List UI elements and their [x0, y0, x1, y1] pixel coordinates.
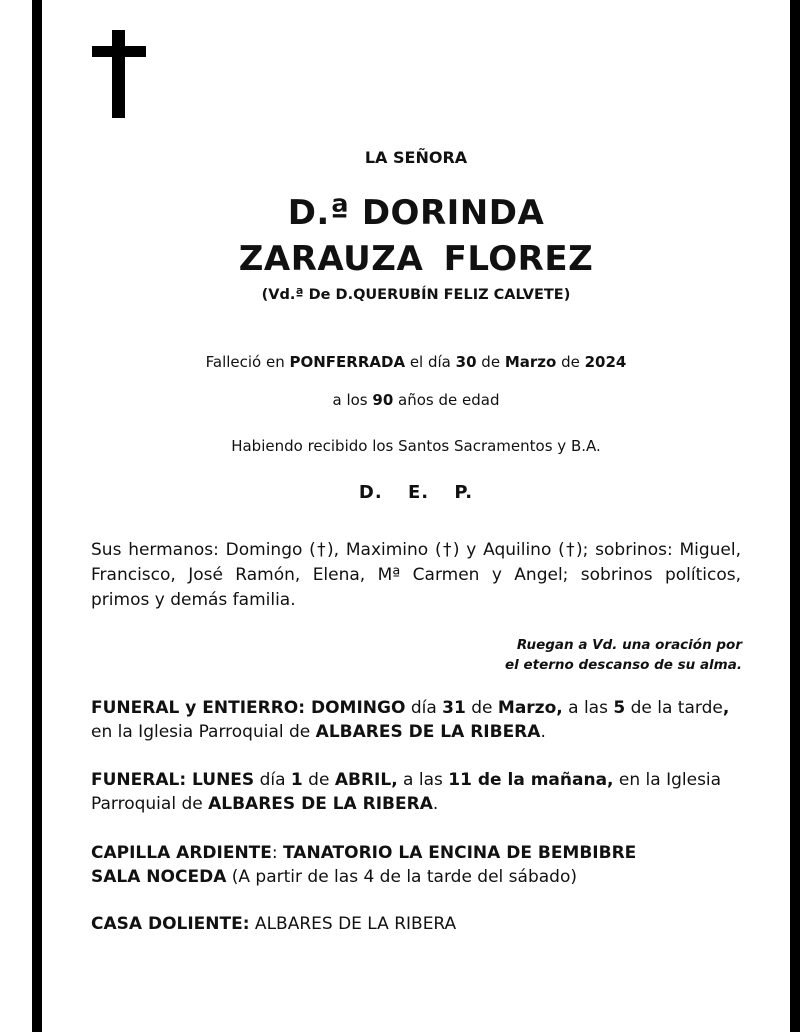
prayer-note: Ruegan a Vd. una oración por el eterno descanso de su alma. — [505, 637, 742, 673]
widow-of: (Vd.ª De D.QUERUBÍN FELIZ CALVETE) — [261, 287, 571, 303]
sacraments-line: Habiendo recibido los Santos Sacramentos y B.A. — [231, 437, 601, 455]
house-section: CASA DOLIENTE: ALBARES DE LA RIBERA — [91, 914, 457, 934]
death-line: Falleció en PONFERRADA el día 30 de Marzo de 2024 — [205, 353, 627, 371]
death-place: PONFERRADA — [289, 353, 406, 371]
death-year: 2024 — [584, 353, 627, 371]
title-label: LA SEÑORA — [364, 148, 468, 167]
death-day: 30 — [455, 353, 477, 371]
deceased-name-line1: D.ª DORINDA — [287, 193, 545, 233]
deceased-name-line2: ZARAUZA FLOREZ — [238, 239, 594, 279]
age-value: 90 — [372, 391, 394, 409]
right-border-bar — [790, 0, 800, 1032]
dep-line: D. E. P. — [358, 482, 474, 503]
chapel-section: CAPILLA ARDIENTE: TANATORIO LA ENCINA DE BEMBIBRE SALA NOCEDA (A partir de las 4 de la tarde del sábado) — [91, 843, 637, 887]
death-month: Marzo — [504, 353, 557, 371]
cross-icon — [92, 30, 146, 118]
funeral-section: FUNERAL: LUNES día 1 de ABRIL, a las 11 de la mañana, en la Iglesia Parroquial de ALBARES DE LA RIBERA. — [91, 770, 722, 814]
age-line: a los 90 años de edad — [332, 391, 500, 409]
funeral-burial-section: FUNERAL y ENTIERRO: DOMINGO día 31 de Marzo, a las 5 de la tarde, en la Iglesia Parroquial de ALBARES DE LA RIBERA. — [91, 698, 730, 742]
left-border-bar — [32, 0, 42, 1032]
family-paragraph: Sus hermanos: Domingo (†), Maximino (†) y Aquilino (†); sobrinos: Miguel, Francisco, José Ramón, Elena, Mª Carmen y Angel; sobrinos políticos, primos y demás familia. — [91, 540, 741, 610]
